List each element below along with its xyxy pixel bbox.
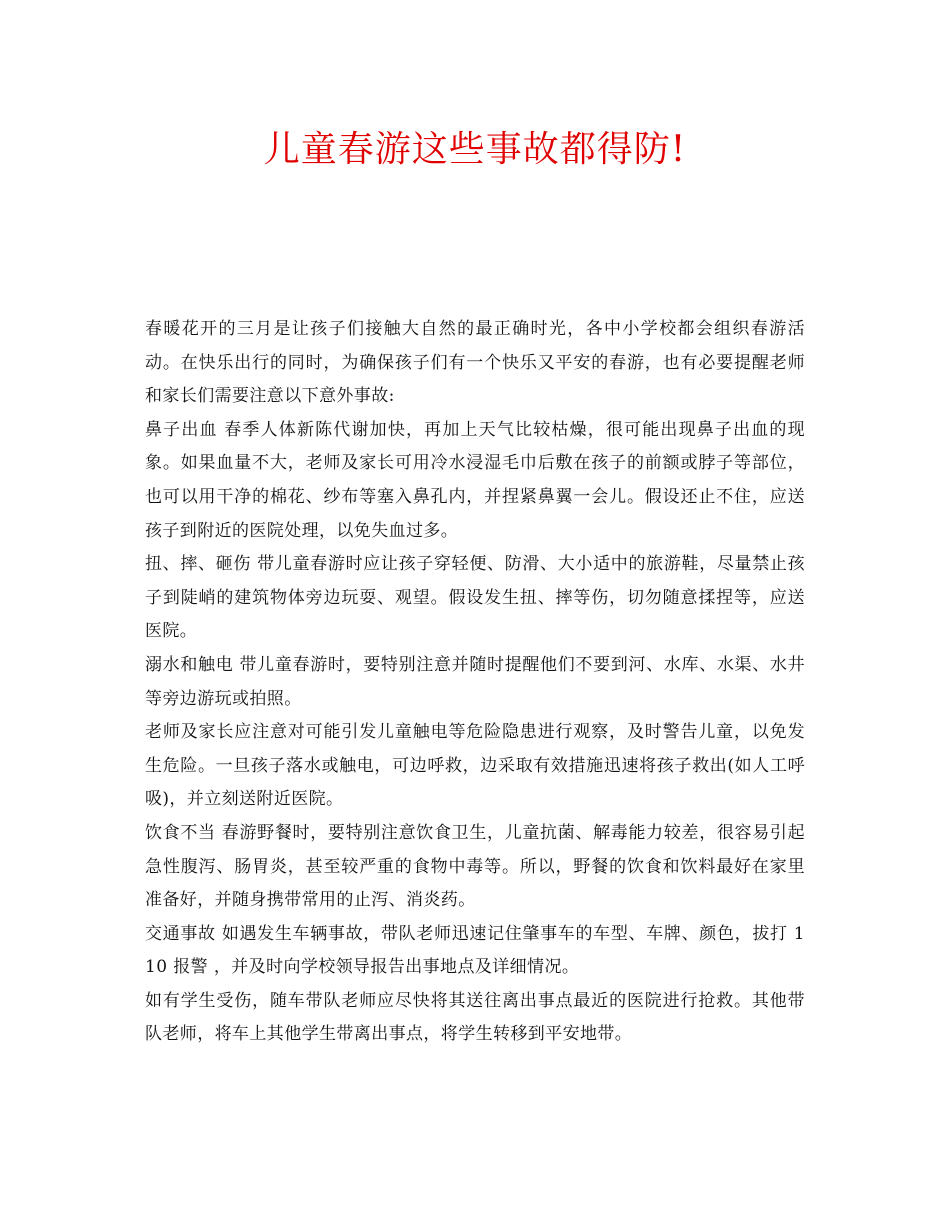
paragraph-nosebleed: 鼻子出血 春季人体新陈代谢加快，再加上天气比较枯燥，很可能出现鼻子出血的现象。如果血量不大，老师及家长可用冷水浸湿毛巾后敷在孩子的前额或脖子等部位，也可以用干净的棉花、纱布等塞入鼻孔内，并捏紧鼻翼一会儿。假设还止不住，应送孩子到附近的医院处理，以免失血过多。 <box>145 419 805 541</box>
paragraph-rescue: 老师及家长应注意对可能引发儿童触电等危险隐患进行观察，及时警告儿童，以免发生危险。一旦孩子落水或触电，可边呼救，边采取有效措施迅速将孩子救出(如人工呼吸)，并立刻送附近医院。 <box>145 722 805 810</box>
paragraph-food: 饮食不当 春游野餐时，要特别注意饮食卫生，儿童抗菌、解毒能力较差，很容易引起急性腹泻、肠胃炎，甚至较严重的食物中毒等。所以，野餐的饮食和饮料最好在家里准备好，并随身携带常用的止泻、消炎药。 <box>145 822 805 911</box>
paragraph-injury: 如有学生受伤，随车带队老师应尽快将其送往离出事点最近的医院进行抢救。其他带队老师，将车上其他学生带离出事点，将学生转移到平安地带。 <box>145 990 805 1045</box>
paragraph-sprain-fall: 扭、摔、砸伤 带儿童春游时应让孩子穿轻便、防滑、大小适中的旅游鞋，尽量禁止孩子到陡峭的建筑物体旁边玩耍、观望。假设发生扭、摔等伤，切勿随意揉捏等，应送医院。 <box>145 554 805 642</box>
page-title: 儿童春游这些事故都得防! <box>263 129 687 170</box>
paragraph-traffic: 交通事故 如遇发生车辆事故，带队老师迅速记住肇事车的车型、车牌、颜色，拔打 110 报警 ，并及时向学校领导报告出事地点及详细情况。 <box>145 923 805 978</box>
paragraph-drowning-electric: 溺水和触电 带儿童春游时，要特别注意并随时提醒他们不要到河、水库、水渠、水井等旁边游玩或拍照。 <box>145 654 805 709</box>
paragraph-intro: 春暖花开的三月是让孩子们接触大自然的最正确时光，各中小学校都会组织春游活动。在快乐出行的同时，为确保孩子们有一个快乐又平安的春游，也有必要提醒老师和家长们需要注意以下意外事故: <box>145 319 805 407</box>
article-body <box>145 313 805 1052</box>
